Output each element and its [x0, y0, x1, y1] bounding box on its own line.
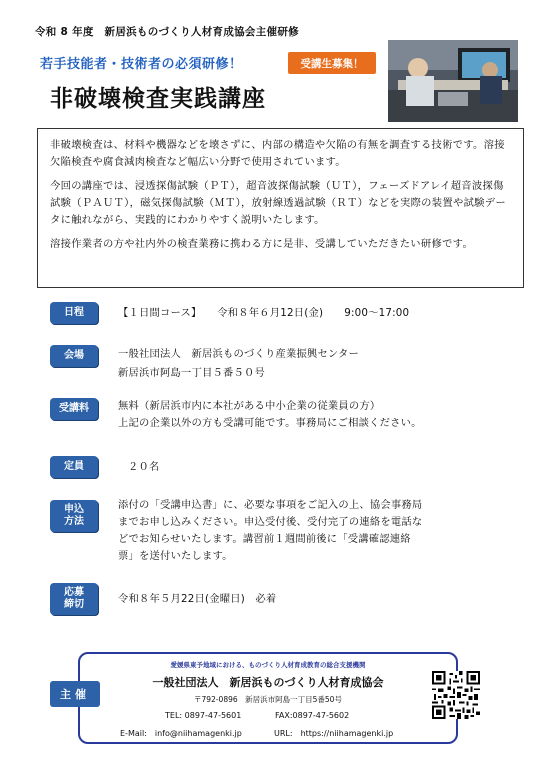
intro-paragraph-2: 今回の講座では、浸透探傷試験（ＰＴ），超音波探傷試験（ＵＴ），フェーズドアレイ超音波探傷試験（ＰＡＵＴ），磁気探傷試験（ＭＴ），放射線透過試験（ＲＴ）などを実際の装置や試験データに触れながら、実践的にわかりやすく説明いたします。	[50, 180, 506, 226]
organizer-line: 令和 8 年度 新居浜ものづくり人材育成協会主催研修	[35, 26, 299, 38]
apply-label-line-1: 申込	[64, 504, 84, 515]
deadline-label-line-1: 応募	[64, 587, 84, 598]
apply-line-1: 添付の「受講申込書」に、必要な事項をご記入の上、協会事務局	[118, 499, 423, 511]
host-tel: TEL: 0897-47-5601	[165, 711, 242, 720]
apply-line-3: どでお知らせいたします。講習前１週間前後に「受講確認連絡	[118, 533, 411, 545]
host-tagline: 愛媛県東予地域における、ものづくり人材育成教育の総合支援機関	[170, 661, 366, 669]
training-photo	[388, 40, 518, 122]
deadline-label	[50, 583, 98, 615]
intro-paragraph-1: 非破壊検査は、材料や機器などを壊さずに、内部の構造や欠陥の有無を調査する技術です。溶接欠陥検査や腐食減肉検査など幅広い分野で使用されています。	[50, 139, 505, 168]
inspection-scene-image	[388, 40, 518, 122]
recruiting-badge: 受講生募集！	[288, 52, 376, 74]
host-url[interactable]: URL: https://niihamagenki.jp	[274, 729, 394, 738]
capacity-label: 定員	[50, 456, 98, 478]
fee-label: 受講料	[50, 398, 98, 420]
apply-label-line-2: 方法	[64, 516, 84, 527]
date-value: 【１日間コース】 令和８年６月12日(金) 9:00～17:00	[118, 307, 410, 319]
apply-label	[50, 500, 98, 532]
host-org-name: 一般社団法人 新居浜ものづくり人材育成協会	[152, 676, 384, 689]
apply-line-4: 票」を送付いたします。	[118, 550, 233, 562]
qr-code-icon[interactable]	[432, 671, 480, 719]
host-address: 〒792-0896 新居浜市阿島一丁目5番50号	[194, 695, 342, 704]
apply-line-2: までお申し込みください。申込受付後、受付完了の連絡を電話な	[118, 516, 423, 528]
page-title: 非破壊検査実践講座	[50, 86, 266, 112]
fee-line-2: 上記の企業以外の方も受講可能です。事務局にご相談ください。	[118, 417, 422, 429]
venue-label: 会場	[50, 345, 98, 367]
deadline-label-line-2: 締切	[64, 599, 84, 610]
fee-line-1: 無料（新居浜市内に本社がある中小企業の従業員の方）	[118, 400, 381, 412]
deadline-value: 令和８年５月22日(金曜日) 必着	[118, 593, 277, 605]
host-fax: FAX:0897-47-5602	[275, 711, 350, 720]
venue-line-2: 新居浜市阿島一丁目５番５０号	[118, 367, 265, 379]
venue-line-1: 一般社団法人 新居浜ものづくり産業振興センター	[118, 348, 360, 360]
intro-paragraph-3: 溶接作業者の方や社内外の検査業務に携わる方に是非、受講していただきたい研修です。	[50, 238, 474, 250]
host-label: 主催	[50, 681, 100, 707]
host-email[interactable]: E-Mail: info@niihamagenki.jp	[120, 729, 242, 738]
date-label: 日程	[50, 302, 98, 324]
intro-description-box	[37, 128, 524, 288]
tagline: 若手技能者・技術者の必須研修！	[40, 57, 243, 72]
capacity-value: ２０名	[128, 461, 160, 473]
